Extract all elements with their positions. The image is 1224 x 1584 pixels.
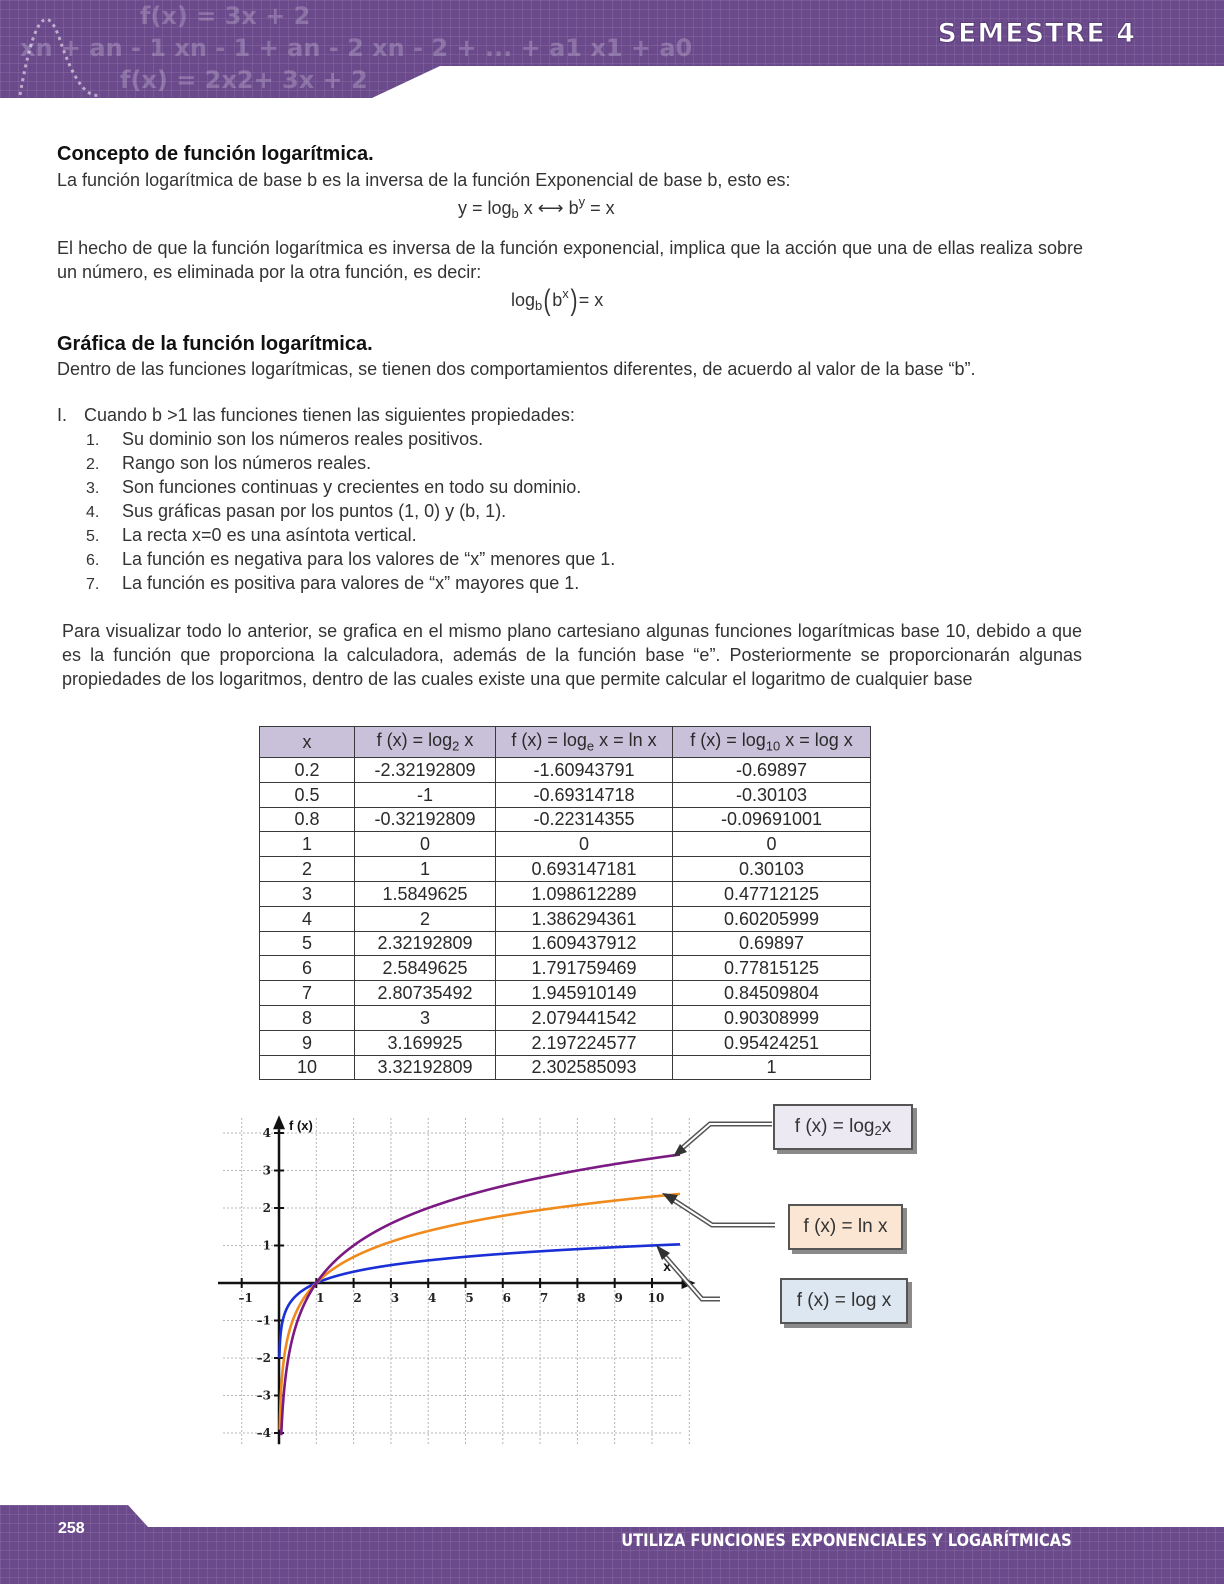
header-log10-post: x = log x [780,730,853,751]
y-tick-label: 4 [262,1126,271,1140]
property-number: 2. [86,456,100,473]
header-x-text: x [302,731,312,752]
label-log2-pre: f (x) = log [794,1116,875,1137]
y-tick-label: –2 [256,1351,271,1365]
property-number: 5. [86,528,100,545]
table-cell: 0 [355,832,496,857]
property-number: 3. [86,480,100,497]
table-row [260,981,871,1006]
table-cell: 1 [260,832,355,857]
table-row [260,782,871,807]
table-cell: 5 [260,931,355,956]
page-header [0,0,1224,98]
table-cell: 0.84509804 [673,981,871,1006]
property-number: 4. [86,504,100,521]
table-cell: -2.32192809 [355,758,496,783]
table-cell: -0.09691001 [673,807,871,832]
label-box-log10 [780,1278,908,1324]
property-text: La recta x=0 es una asíntota vertical. [122,525,417,545]
table-cell: -0.22314355 [496,807,673,832]
x-tick-label: 9 [614,1291,623,1305]
table-row [260,1005,871,1030]
x-tick-label: –1 [238,1291,253,1305]
page-number: 258 [58,1520,85,1537]
property-text: Rango son los números reales. [122,453,372,473]
property-item [86,525,417,546]
section2-paragraph: Para visualizar todo lo anterior, se grafica en el mismo plano cartesiano algunas funciones logarítmicas base 10, debido a que es la función que proporciona la calculadora, además de la función base “e”. Posteriormente se proporcionarán algunas propiedades de los logaritmos, dentro de las cuales existe una que permite calcular el logaritmo de cualquier base [62,621,1082,689]
header-formula-1: f(x) = 3x + 2 [140,2,311,30]
table-cell: 0.47712125 [673,881,871,906]
eq2-log: log [511,290,536,310]
semester-label: SEMESTRE 4 [937,18,1136,49]
property-text: La función es positiva para valores de “x” mayores que 1. [122,573,580,593]
table-cell: 2 [260,857,355,882]
table-cell: 0.2 [260,758,355,783]
eq1-sup: y [578,194,586,209]
equation-inverse [458,194,615,221]
table-cell: -0.69897 [673,758,871,783]
label-log2-sub: 2 [874,1122,882,1138]
table-header-log10 [673,727,871,758]
table-cell: 2.80735492 [355,981,496,1006]
header-log2-pre: f (x) = log [376,730,453,751]
case-text: Cuando b >1 las funciones tienen las siguientes propiedades: [84,405,575,425]
label-log2-post: x [881,1116,892,1137]
table-cell: 1.5849625 [355,881,496,906]
y-tick-label: –1 [256,1313,271,1328]
table-cell: 4 [260,906,355,931]
header-ln-post: x = ln x [594,730,657,751]
eq1-left: y = log [458,198,512,218]
table-header-ln [496,727,673,758]
x-tick-label: 1 [316,1291,325,1305]
property-item [86,453,371,474]
eq2-paren-open: ( [543,284,551,317]
property-number: 6. [86,552,100,569]
header-formula-2: xn + an - 1 xn - 1 + an - 2 xn - 2 + ... + a1 x1 + a0 [20,34,693,62]
section1-title: Concepto de función logarítmica. [57,143,374,165]
callout-log10 [662,1253,720,1299]
equation-cancel [511,284,603,318]
label-box-ln [788,1204,903,1250]
y-axis-arrow [273,1115,285,1129]
table-cell: 0.77815125 [673,956,871,981]
table-cell: 0.8 [260,807,355,832]
table-cell: 1.098612289 [496,881,673,906]
table-cell: 1.945910149 [496,981,673,1006]
y-axis-label: f (x) [289,1118,313,1133]
label-box-log2 [773,1104,913,1150]
property-item [86,429,483,450]
x-tick-label: 4 [428,1291,437,1305]
table-cell: 0.30103 [673,857,871,882]
x-axis-label: x [663,1258,671,1274]
property-number: 7. [86,576,100,593]
x-tick-label: 2 [353,1291,362,1305]
property-text: Su dominio son los números reales positivos. [122,429,484,449]
table-cell: 0.693147181 [496,857,673,882]
x-tick-label: 8 [577,1291,586,1305]
y-tick-label: 1 [262,1238,271,1253]
table-body [260,758,871,1080]
table-row [260,1055,871,1080]
table-cell: 0.95424251 [673,1030,871,1055]
eq2-right: = x [578,290,604,310]
label-ln-text: f (x) = ln x [803,1216,888,1237]
table-cell: 6 [260,956,355,981]
eq1-sub: b [511,206,519,221]
table-cell: -1 [355,782,496,807]
table-cell: 0.69897 [673,931,871,956]
property-item [86,501,506,522]
table-header-log2 [355,727,496,758]
table-cell: 0 [673,832,871,857]
table-cell: 0 [496,832,673,857]
eq2-sub: b [535,298,543,313]
footer-title: UTILIZA FUNCIONES EXPONENCIALES Y LOGARÍTMICAS [621,1531,1072,1551]
table-cell: 8 [260,1005,355,1030]
table-cell: 7 [260,981,355,1006]
table-row [260,807,871,832]
property-item [86,549,615,570]
section1-paragraph: El hecho de que la función logarítmica es inversa de la función exponencial, implica que la acción que una de ellas realiza sobre un número, es eliminada por la otra función, es decir: [57,238,1083,282]
table-cell: 3.32192809 [355,1055,496,1080]
header-log2-sub: 2 [452,738,460,754]
table-cell: 2.197224577 [496,1030,673,1055]
table-cell: 2.079441542 [496,1005,673,1030]
table-row [260,931,871,956]
table-cell: 1.609437912 [496,931,673,956]
y-tick-label: –3 [256,1388,271,1403]
x-tick-label: 5 [465,1291,474,1305]
table-cell: 10 [260,1055,355,1080]
table-cell: 9 [260,1030,355,1055]
label-log10-text: f (x) = log x [796,1290,892,1311]
y-tick-label: –4 [256,1426,271,1440]
header-ln-sub: e [586,738,595,754]
y-tick-label: 3 [262,1163,271,1178]
table-cell: 0.60205999 [673,906,871,931]
property-text: La función es negativa para los valores de “x” menores que 1. [122,549,616,569]
eq2-paren-close: ) [570,284,578,317]
table-row [260,881,871,906]
table-header-x [260,727,355,758]
eq1-right: = x [585,198,615,218]
table-cell: 3 [260,881,355,906]
table-row [260,906,871,931]
section2-intro: Dentro de las funciones logarítmicas, se tienen dos comportamientos diferentes, de acuerdo al valor de la base “b”. [57,359,976,379]
header-log2-post: x [459,730,474,751]
eq1-mid: x ⟷ b [518,198,579,218]
table-cell: -0.69314718 [496,782,673,807]
section2-title: Gráfica de la función logarítmica. [57,333,373,355]
y-tick-label: 2 [262,1201,271,1215]
callout-ln [672,1199,775,1225]
curve-ln [280,1194,680,1430]
section1-intro: La función logarítmica de base b es la inversa de la función Exponencial de base b, esto es: [57,170,791,190]
eq2-base: b [552,290,563,310]
table-cell: 2 [355,906,496,931]
table-cell: 2.32192809 [355,931,496,956]
table-cell: -1.60943791 [496,758,673,783]
table-cell: 1.791759469 [496,956,673,981]
table-cell: 1 [355,857,496,882]
case-marker: I. [57,405,68,425]
header-formula-3: f(x) = 2x2+ 3x + 2 [120,66,368,94]
x-tick-label: 7 [539,1291,549,1305]
callout-log2-inner [680,1124,772,1150]
x-tick-label: 3 [390,1291,400,1305]
table-row [260,832,871,857]
x-tick-label: 6 [502,1291,511,1305]
table-cell: 3.169925 [355,1030,496,1055]
table-row [260,857,871,882]
header-ln-pre: f (x) = log [511,730,587,751]
table-cell: -0.32192809 [355,807,496,832]
x-tick-label: 10 [647,1291,665,1305]
case-item [57,405,575,426]
header-log10-pre: f (x) = log [690,730,766,751]
header-log10-sub: 10 [765,738,781,754]
table-cell: 1.386294361 [496,906,673,931]
table-row [260,1030,871,1055]
log-values-table [259,726,871,1080]
table-cell: -0.30103 [673,782,871,807]
table-row [260,758,871,783]
table-cell: 0.90308999 [673,1005,871,1030]
property-item [86,477,581,498]
property-text: Son funciones continuas y crecientes en todo su dominio. [122,477,582,497]
table-cell: 0.5 [260,782,355,807]
property-item [86,573,579,594]
table-cell: 3 [355,1005,496,1030]
table-cell: 2.5849625 [355,956,496,981]
table-cell: 1 [673,1055,871,1080]
property-text: Sus gráficas pasan por los puntos (1, 0) y (b, 1). [122,501,507,521]
table-row [260,956,871,981]
property-number: 1. [86,432,100,449]
table-cell: 2.302585093 [496,1055,673,1080]
eq2-sup: x [562,286,569,301]
